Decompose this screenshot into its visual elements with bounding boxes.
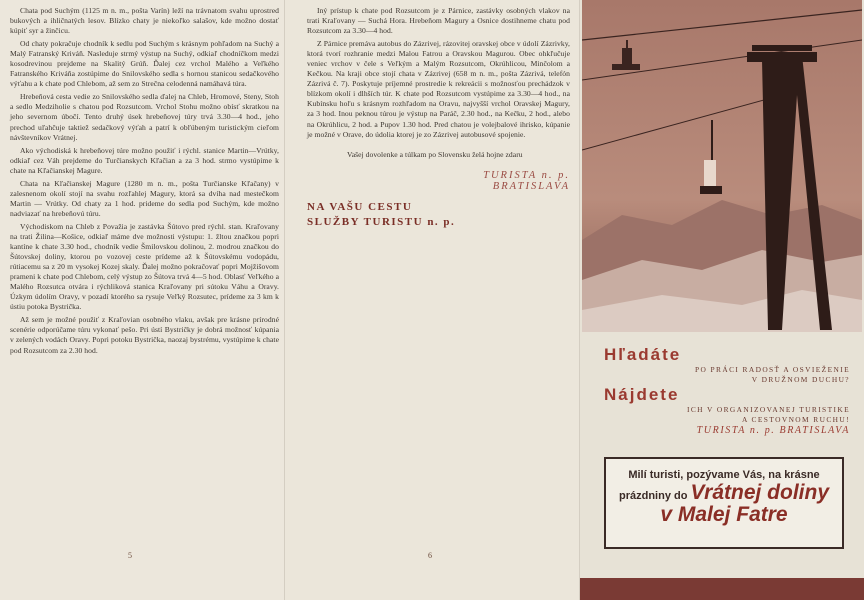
brand-line: TURISTA n. p. BRATISLAVA bbox=[696, 425, 850, 436]
headline-hladate: Hľadáte bbox=[604, 345, 682, 364]
bottom-band bbox=[580, 578, 864, 600]
headline-najdete: Nájdete bbox=[604, 385, 680, 404]
paragraph: Chata pod Suchým (1125 m n. m., pošta Varín) leží na trávnatom svahu uprostred bukových a ihličnatých lesov. Blízko chaty je niekoľko salašov, kde možno dostať kúpiť syr a žinčicu. bbox=[10, 6, 279, 36]
subline: ICH V ORGANIZOVANEJ TURISTIKE bbox=[686, 405, 850, 414]
signature-bratislava: BRATISLAVA bbox=[492, 180, 570, 192]
invitation-line-1: Milí turisti, pozývame Vás, na krásne bbox=[628, 469, 820, 481]
paragraph: Ako východiská k hrebeňovej túre možno použiť i rýchl. stanice Martin—Vrútky, odkiaľ cez Váh prejdeme do Turčianskych Kľačian a za 3 hod. strmo vystúpime k chate na Kľačianskej Magure. bbox=[10, 145, 279, 175]
back-cover bbox=[580, 0, 864, 600]
subline: A CESTOVNOM RUCHU! bbox=[741, 415, 850, 424]
paragraph: Od chaty pokračuje chodník k sedlu pod Suchým s krásnym pohľadom na Suchý a Malý Fatranský Kriváň. Nasleduje strmý výstup na Suchý, odkiaľ chodníčkom medzi kosodrevinou prejdeme na Skalitý Grúň. Ďalej cez vrchol Malého a Veľkého Fatranského Kriváňa zostúpime do Snilovského sedla s hornou stanicou sedačkového výťahu a k chate pod Chlebom, až sem zo Strečna celodenná namáhavá túra. bbox=[10, 39, 279, 89]
closing-line-1: NA VAŠU CESTU bbox=[307, 200, 413, 213]
chairlift-illustration bbox=[582, 0, 862, 332]
page-number: 5 bbox=[128, 551, 132, 560]
invitation-box bbox=[604, 457, 844, 549]
page-6 bbox=[285, 0, 580, 600]
subline: PO PRÁCI RADOSŤ A OSVIEŽENIE bbox=[695, 365, 850, 374]
signature-turista: TURISTA n. p. bbox=[483, 169, 570, 181]
paragraph: Východiskom na Chleb z Považia je zastávka Šútovo pred rýchl. stan. Kraľovany na trati Žilina—Košice, odkiaľ máme dve možnosti výstupu: 1. žltou značkou popri kantíne k chate 3.30 hod., chodník vedie Šmilovskou dolinou, 2. modrou značkou do Šútovskej doliny, ktorou po vozovej ceste prídeme až k Šútovskému vodopádu, rútiacemu sa z 20 m vysokej Kozej skaly. Ďalej možno pokračovať popri Mojžišovom prameni k chate pod Chlebom, celý výstup zo Šútova trvá 4—5 hod. Oblasť Veľkého a Malého Rozsutca otvára i rýchliková stanica Kraľovany pri sútoku Váhu a Oravy. Úzkym údolím Oravy, v pozadí ktorého sa rysuje Veľký Rozsutec, prídeme za 3 km k ústiu potoka Bystrička. bbox=[10, 221, 279, 312]
greeting: Vašej dovolenke a túlkam po Slovensku želá hojne zdaru bbox=[347, 149, 523, 159]
paragraph: Hrebeňová cesta vedie zo Snilovského sedla ďalej na Chleb, Hromové, Steny, Stoh a sedlo Medziholie s chatou pod Rozsutcom. Vrchol Stohu možno obísť skratkou na jeho severnom úbočí. Tento druhý úsek hrebeňovej túry trvá 3.30—4 hod., jeho prechod uľahčuje taktiež sedačkový výťah a patrí k obľúbeným turistickým cieľom návštevníkov Vrátnej. bbox=[10, 92, 279, 142]
page-5 bbox=[0, 0, 285, 600]
subline: V DRUŽNOM DUCHU? bbox=[751, 375, 850, 384]
paragraph: Z Párnice premáva autobus do Zázrivej, rázovitej oravskej obce v údolí Zázrivky, ktorá tvorí rozhranie medzi Malou Fatrou a Oravskou Magurou. Obec ohkľučuje veniec vrchov v čele s Veľkým a Malým Rozsutcom, Okrúhlicou, Minčolom a Kečkou. Na kraji obce stojí chata v Zázrivej (658 m n. m., pošta Zázrivá, telefón Zázrivá č. 7). Poskytuje príjemné prostredie k rekreácii s možnosťou prechádzok v blízkom okolí i dlhších túr. K chate pod Rozsutcom vystúpime za 3.30—4 hod., na Kubínsku hoľu s krásnym rozhľadom na Oravu, najvyšší vrchol Oravskej Magury, za 3 hod. Inou peknou túrou je výstup na Paráč, 2.30 hod., na Kečku, 2 hod., alebo na Okrúhlicu, 2 hod. a Pupov 1.30 hod. Pred chatou je volejbalové ihrisko, kúpanie je možné v Orave, do údolia ktorej je zo Zázrivej autobusové spojenie. bbox=[307, 39, 570, 139]
paragraph: Iný prístup k chate pod Rozsutcom je z Párnice, zastávky osobných vlakov na trati Kraľovany — Suchá Hora. Hrebeňom Magury a Osnice dostihneme chatu pod Rozsutcom za 3.30—4 hod. bbox=[307, 6, 570, 36]
page-number: 6 bbox=[428, 551, 432, 560]
invitation-prefix: prázdniny do bbox=[619, 490, 688, 502]
invitation-line-3 bbox=[606, 503, 842, 527]
closing-line-2: SLUŽBY TURISTU n. p. bbox=[307, 215, 456, 228]
chairlift-photo bbox=[582, 0, 862, 332]
paragraph: Až sem je možné použiť z Kraľovian osobného vlaku, avšak pre krásne prírodné scenérie odporúčame túru vykonať pešo. Pri ústí Bystričky je dobrá možnosť kúpania v zelených vodách Oravy. Popri potoku Bystrička, naozaj bystrému, vystúpime k chate pod Rozsutcom za 2.30 hod. bbox=[10, 315, 279, 355]
paragraph: Chata na Kľačianskej Magure (1280 m n. m., pošta Turčianske Kľačany) v zalesnenom okolí stojí na svahu rozľahlej Magury, ktorá sa dvíha nad mestečkom Martin — Vrútky. Od chaty za 1 hod. prideme do sedla pod Suchým, kde možno nadviazať na hrebeňovú túru. bbox=[10, 178, 279, 218]
invitation-destination: Vrátnej doliny bbox=[690, 481, 829, 504]
invitation-line-2 bbox=[606, 481, 842, 505]
invitation-region: v Malej Fatre bbox=[660, 503, 788, 526]
